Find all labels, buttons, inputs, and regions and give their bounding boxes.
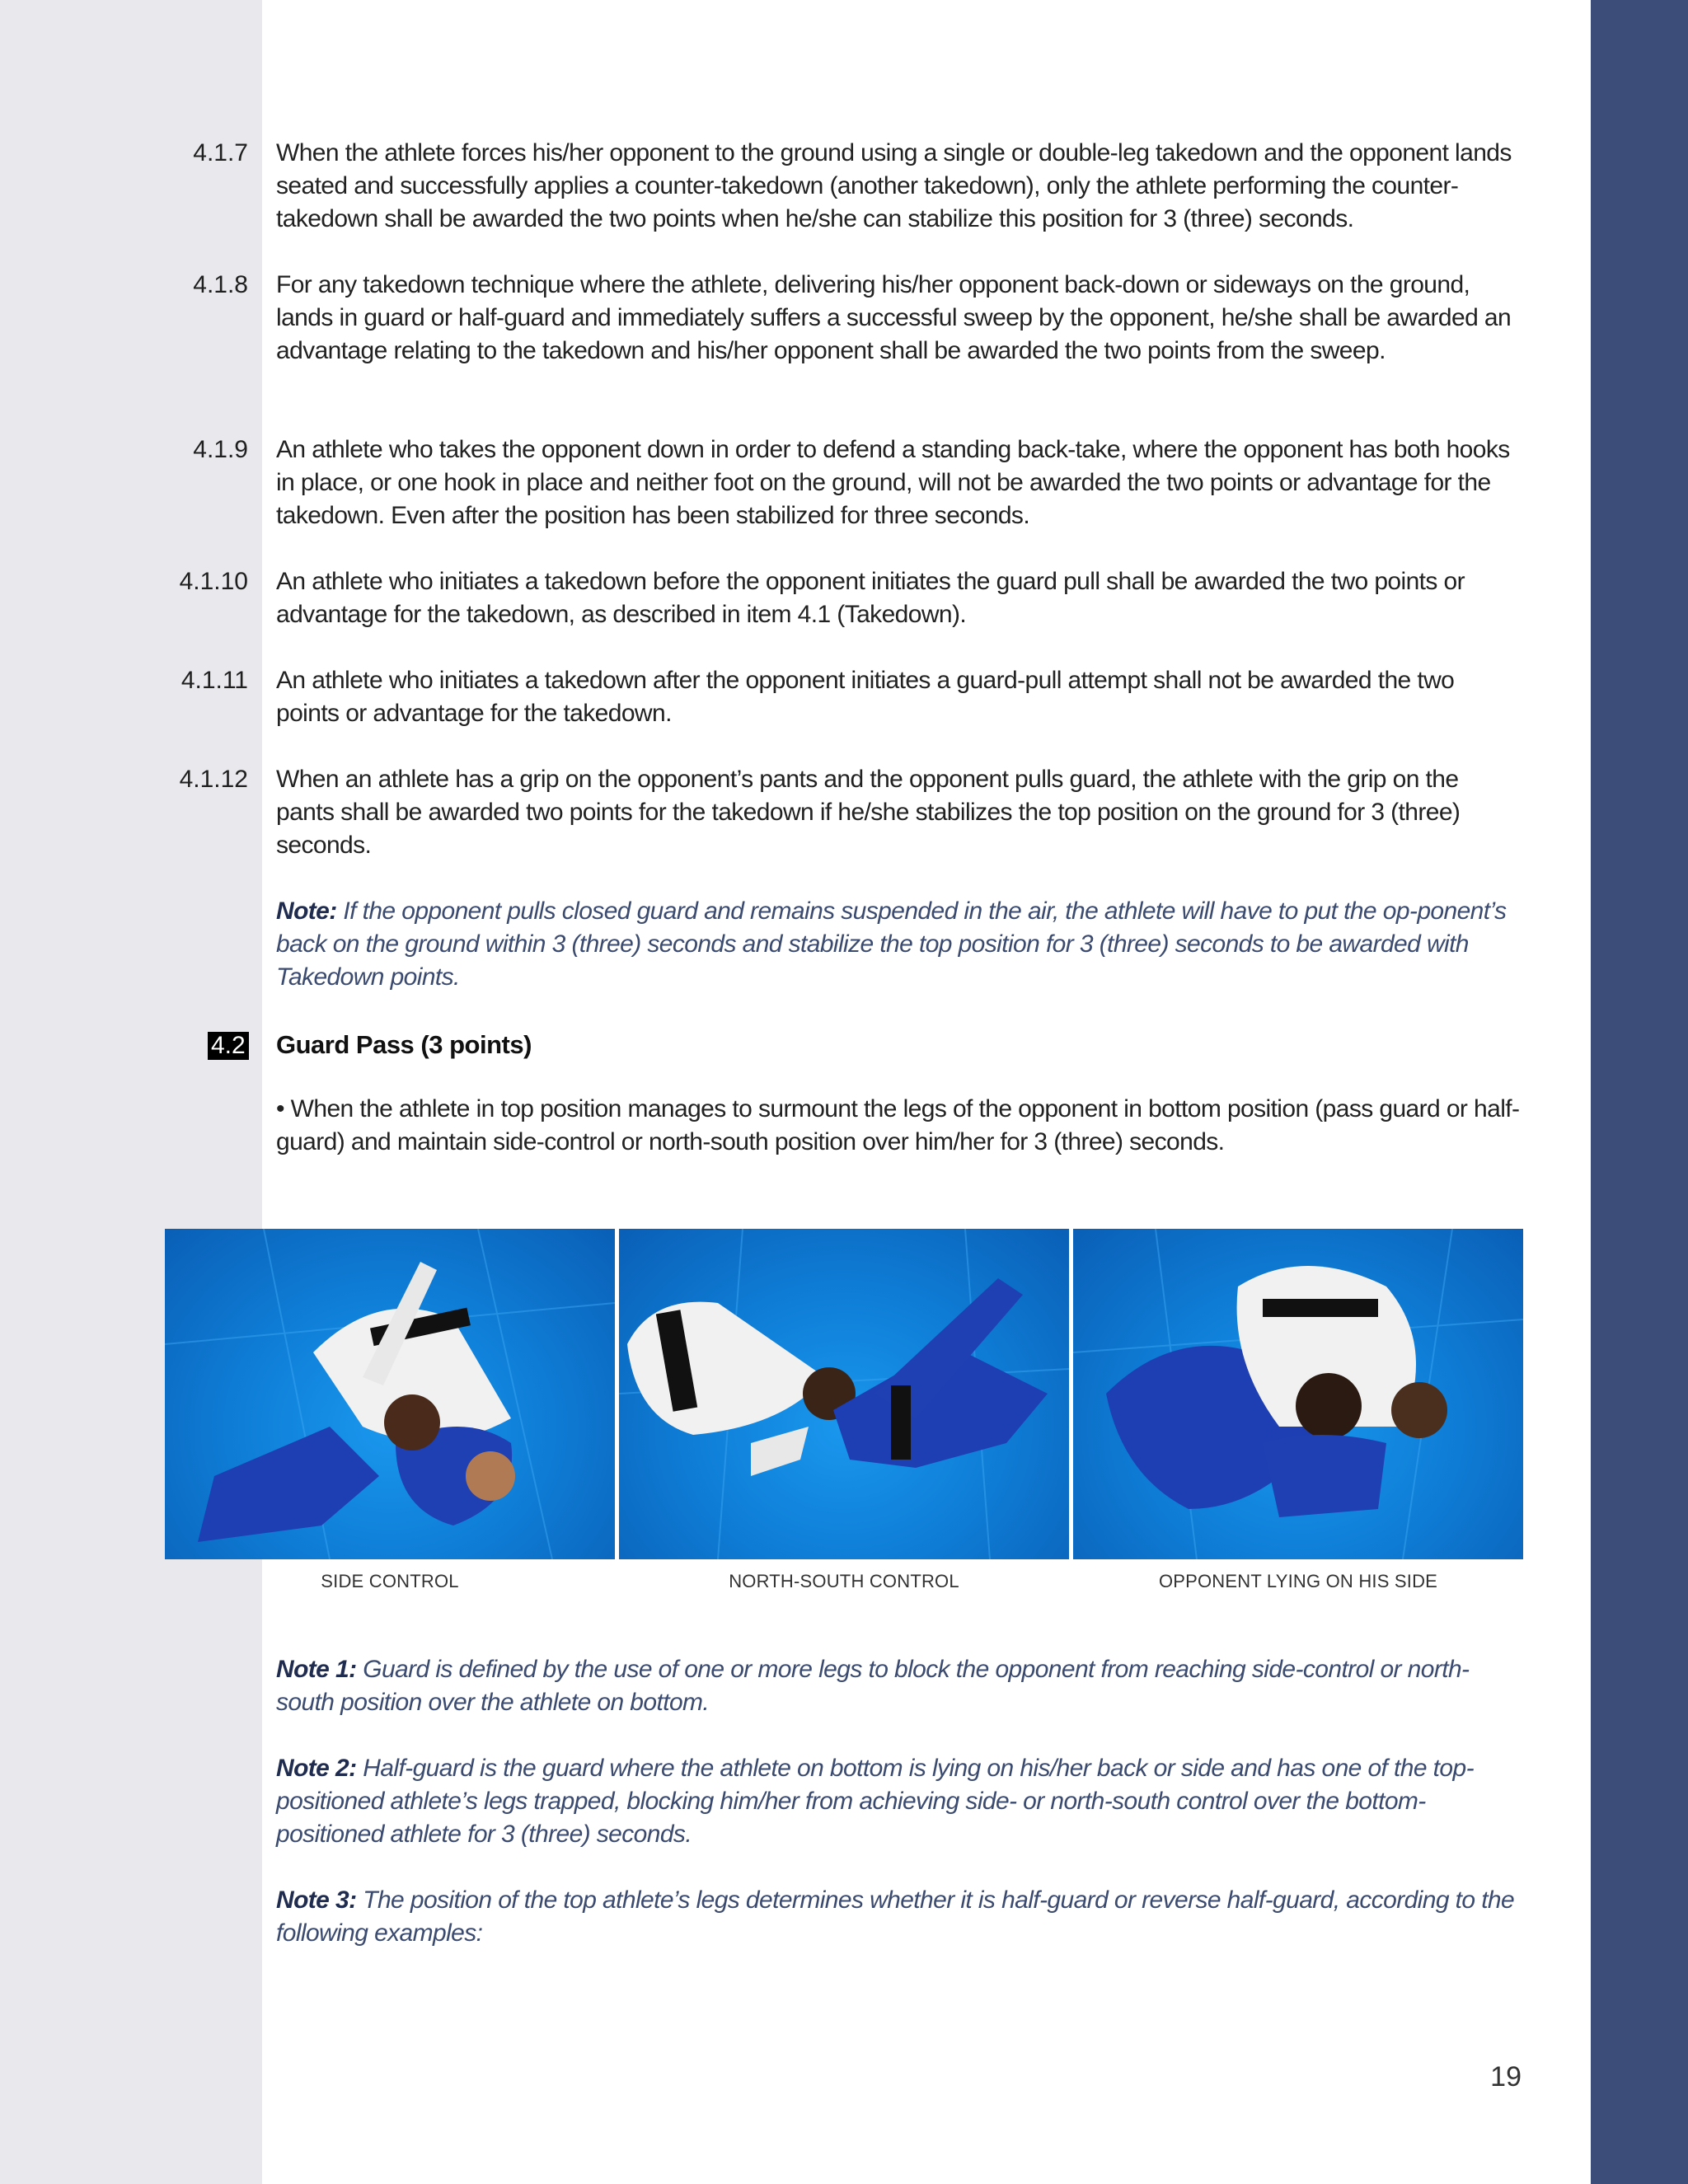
photo-opponent-lying-on-side — [1073, 1229, 1523, 1559]
rule-number: 4.1.11 — [181, 667, 248, 694]
note-label: Note 2: — [276, 1755, 357, 1782]
photo-side-control — [165, 1229, 615, 1559]
rule-number: 4.1.7 — [193, 139, 248, 166]
rule-text: An athlete who initiates a takedown after the opponent initiates a guard-pull attempt shall not be awarded the two points or advantage for the takedown. — [276, 667, 1455, 727]
rule-text: When the athlete forces his/her opponent to the ground using a single or double-leg takedown and the opponent lands seated and successfully applies a counter-takedown (another takedown), only the athlete performing the counter-takedown shall be awarded the two points when he/she can stabilize this position for 3 (three) seconds. — [276, 139, 1512, 232]
note-text: The position of the top athlete’s legs determines whether it is half-guard or reverse half-guard, according to the following examples: — [276, 1886, 1515, 1947]
section-bullet: • When the athlete in top position manages to surmount the legs of the opponent in bottom position (pass guard or half-guard) and maintain side-control or north-south position over him/her for 3 (three) seconds. — [276, 1095, 1520, 1155]
note-text: Guard is defined by the use of one or more legs to block the opponent from reaching side-control or north-south position over the athlete on bottom. — [276, 1656, 1470, 1716]
note-1 — [276, 1653, 1521, 1719]
section-number-badge: 4.2 — [208, 1032, 249, 1060]
rule-text: An athlete who takes the opponent down in order to defend a standing back-take, where the opponent has both hooks in place, or one hook in place and neither foot on the ground, will not be awarded the two points or advantage for the takedown. Even after the position has been stabilized for three seconds. — [276, 436, 1510, 529]
rule-number: 4.1.9 — [193, 436, 248, 463]
rule-text: An athlete who initiates a takedown before the opponent initiates the guard pull shall be awarded the two points or advantage for the takedown, as described in item 4.1 (Takedown). — [276, 568, 1465, 628]
note-label: Note: — [276, 898, 337, 925]
note-text: If the opponent pulls closed guard and remains suspended in the air, the athlete will have to put the op-ponent’s back on the ground within 3 (three) seconds and stabilize the top position for 3 (three) seconds to be awarded with Takedown points. — [276, 898, 1507, 991]
note-3 — [276, 1884, 1521, 1950]
note-label: Note 3: — [276, 1886, 357, 1914]
rule-number: 4.1.12 — [179, 766, 248, 793]
page-number: 19 — [1490, 2061, 1522, 2093]
note-2 — [276, 1752, 1521, 1851]
photo-caption: OPPONENT LYING ON HIS SIDE — [1158, 1571, 1438, 1591]
rule-number: 4.1.8 — [193, 271, 248, 298]
left-margin-band — [0, 0, 262, 2184]
rule-number: 4.1.10 — [179, 568, 248, 595]
note-label: Note 1: — [276, 1656, 357, 1683]
rule-text: When an athlete has a grip on the opponent’s pants and the opponent pulls guard, the athlete with the grip on the pants shall be awarded two points for the takedown if he/she stabilizes the top position on the ground for 3 (three) seconds. — [276, 766, 1461, 859]
photo-caption: SIDE CONTROL — [321, 1571, 459, 1591]
section-title: Guard Pass (3 points) — [276, 1030, 532, 1059]
note-text: Half-guard is the guard where the athlete on bottom is lying on his/her back or side and has one of the top-positioned athlete’s legs trapped, blocking him/her from achieving side- or north-south control over the bottom-positioned athlete for 3 (three) seconds. — [276, 1755, 1474, 1848]
right-accent-band — [1591, 0, 1688, 2184]
takedown-note — [276, 895, 1521, 994]
rule-text: For any takedown technique where the athlete, delivering his/her opponent back-down or sideways on the ground, lands in guard or half-guard and immediately suffers a successful sweep by the opponent, he/she shall be awarded an advantage relating to the takedown and his/her opponent shall be awarded the two points from the sweep. — [276, 271, 1512, 364]
photo-caption: NORTH-SOUTH CONTROL — [729, 1571, 959, 1591]
photo-north-south-control — [619, 1229, 1069, 1559]
